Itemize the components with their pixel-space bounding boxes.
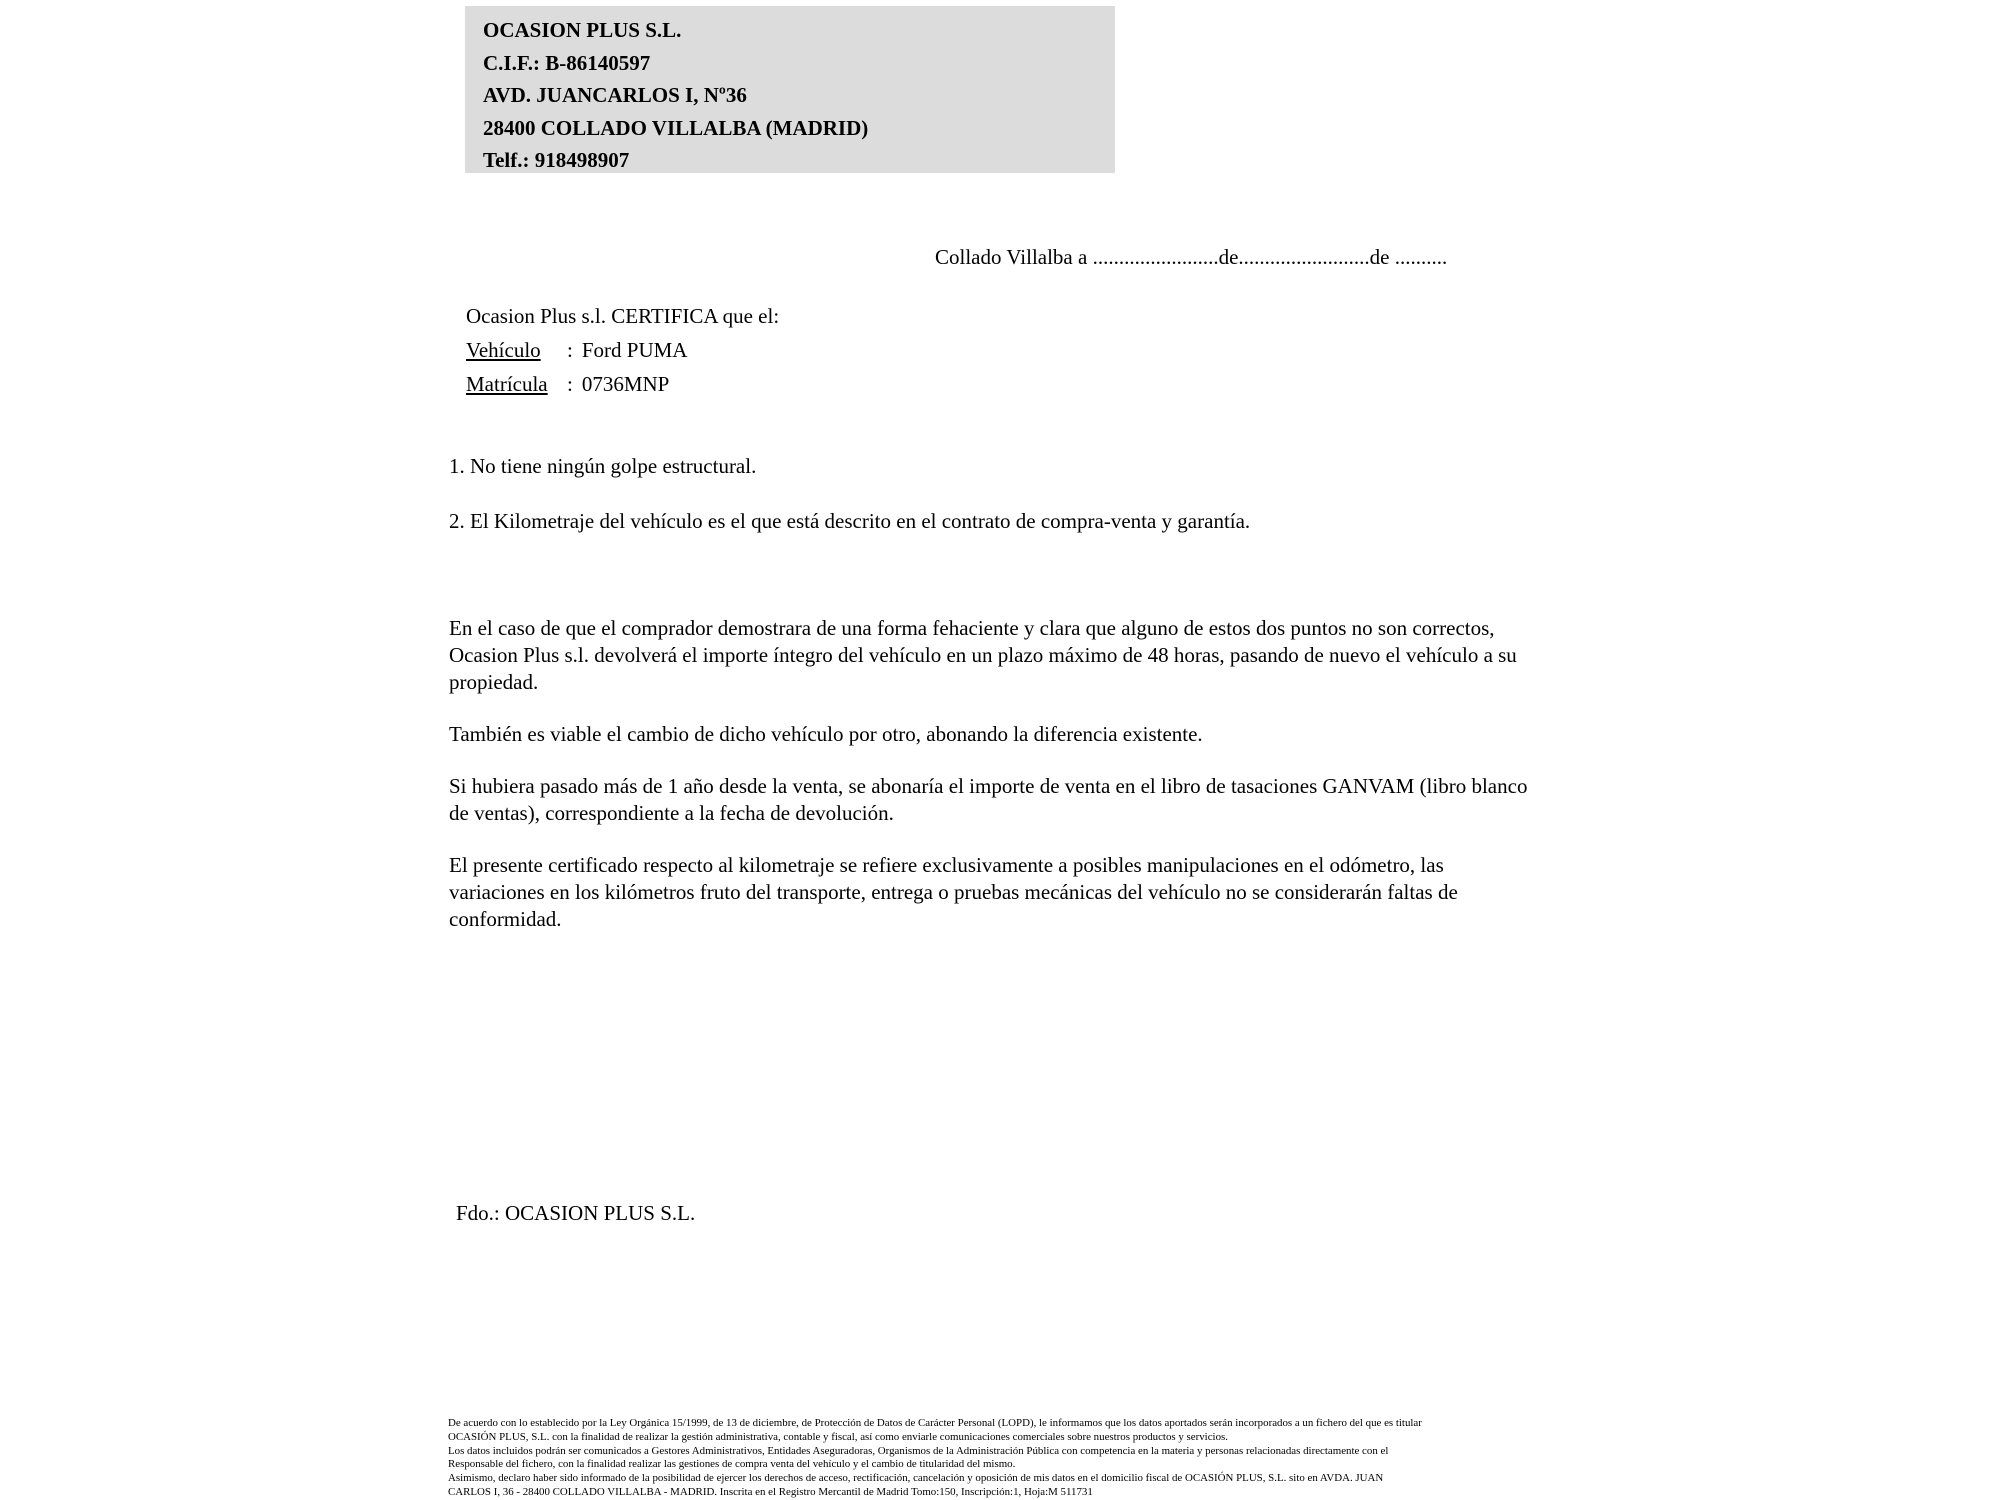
legal-footer-line: Asimismo, declaro haber sido informado de la posibilidad de ejercer los derechos de acceso, rectificación, cancelación y oposición de mis datos en el domicilio fiscal de OCASIÓN PLUS, S.L. sito en AVDA. JUAN	[448, 1472, 1384, 1485]
legal-footer-line: De acuerdo con lo establecido por la Ley Orgánica 15/1999, de 13 de diciembre, de Protección de Datos de Carácter Personal (LOPD), le informamos que los datos aportados serán incorporados a un fichero del que es titular	[448, 1417, 1422, 1429]
vehicle-value: Ford PUMA	[581, 338, 688, 362]
legal-footer-line: Responsable del fichero, con la finalidad realizar las gestiones de compra venta del vehículo y el cambio de titularidad del mismo.	[448, 1458, 1016, 1471]
company-phone: Telf.: 918498907	[483, 148, 630, 172]
point-1: 1. No tiene ningún golpe estructural.	[449, 454, 757, 478]
vehicle-field-row	[466, 333, 779, 367]
plate-field-row	[466, 367, 779, 401]
plate-label-wrap	[466, 367, 567, 401]
vehicle-label: Vehículo	[466, 338, 541, 362]
paragraph-ganvam-valuation: Si hubiera pasado más de 1 año desde la venta, se abonaría el importe de venta en el libro de tasaciones GANVAM (libro blanco de ventas), correspondiente a la fecha de devolución.	[449, 774, 1528, 825]
paragraph-refund-terms: En el caso de que el comprador demostrara de una forma fehaciente y clara que alguno de estos dos puntos no son correctos, Ocasion Plus s.l. devolverá el importe íntegro del vehículo en un plazo máximo de 48 horas, pasando de nuevo el vehículo a su propiedad.	[449, 616, 1517, 694]
legal-footer	[448, 1417, 1568, 1500]
company-city: 28400 COLLADO VILLALBA (MADRID)	[483, 115, 869, 140]
signature-line: Fdo.: OCASION PLUS S.L.	[456, 1201, 696, 1225]
legal-footer-line: OCASIÓN PLUS, S.L. con la finalidad de realizar la gestión administrativa, contable y fiscal, así como enviarle comunicaciones comerciales sobre nuestros productos y servicios.	[448, 1430, 1228, 1443]
company-header-box	[465, 6, 1115, 173]
date-fill-in-line: Collado Villalba a ........................de.........................de ..........	[935, 245, 1448, 269]
legal-footer-line: CARLOS I, 36 - 28400 COLLADO VILLALBA - MADRID. Inscrita en el Registro Mercantil de Madrid Tomo:150, Inscripción:1, Hoja:M 511731	[448, 1485, 1093, 1498]
legal-footer-line: Los datos incluidos podrán ser comunicados a Gestores Administrativos, Entidades Aseguradoras, Organismos de la Administración Pública con competencia en la materia y personas relacionadas directamente con el	[448, 1444, 1389, 1457]
paragraph-odometer-disclaimer: El presente certificado respecto al kilometraje se refiere exclusivamente a posibles manipulaciones en el odómetro, las variaciones en los kilómetros fruto del transporte, entrega o pruebas mecánicas del vehículo no se considerarán faltas de conformidad.	[449, 853, 1458, 931]
numbered-points	[449, 453, 1649, 563]
vehicle-separator: :	[567, 338, 573, 362]
plate-label: Matrícula	[466, 372, 548, 396]
company-cif: C.I.F.: B-86140597	[483, 50, 651, 75]
plate-value: 0736MNP	[581, 372, 670, 396]
company-address: AVD. JUANCARLOS I, Nº36	[483, 83, 747, 107]
certification-block	[466, 299, 779, 401]
body-paragraphs	[449, 615, 1529, 958]
point-2: 2. El Kilometraje del vehículo es el que está descrito en el contrato de compra-venta y garantía.	[449, 509, 1251, 533]
certify-intro: Ocasion Plus s.l. CERTIFICA que el:	[466, 304, 780, 328]
vehicle-label-wrap	[466, 333, 567, 367]
company-name: OCASION PLUS S.L.	[483, 18, 682, 42]
plate-separator: :	[567, 372, 573, 396]
paragraph-exchange-option: También es viable el cambio de dicho vehículo por otro, abonando la diferencia existente.	[449, 722, 1203, 746]
